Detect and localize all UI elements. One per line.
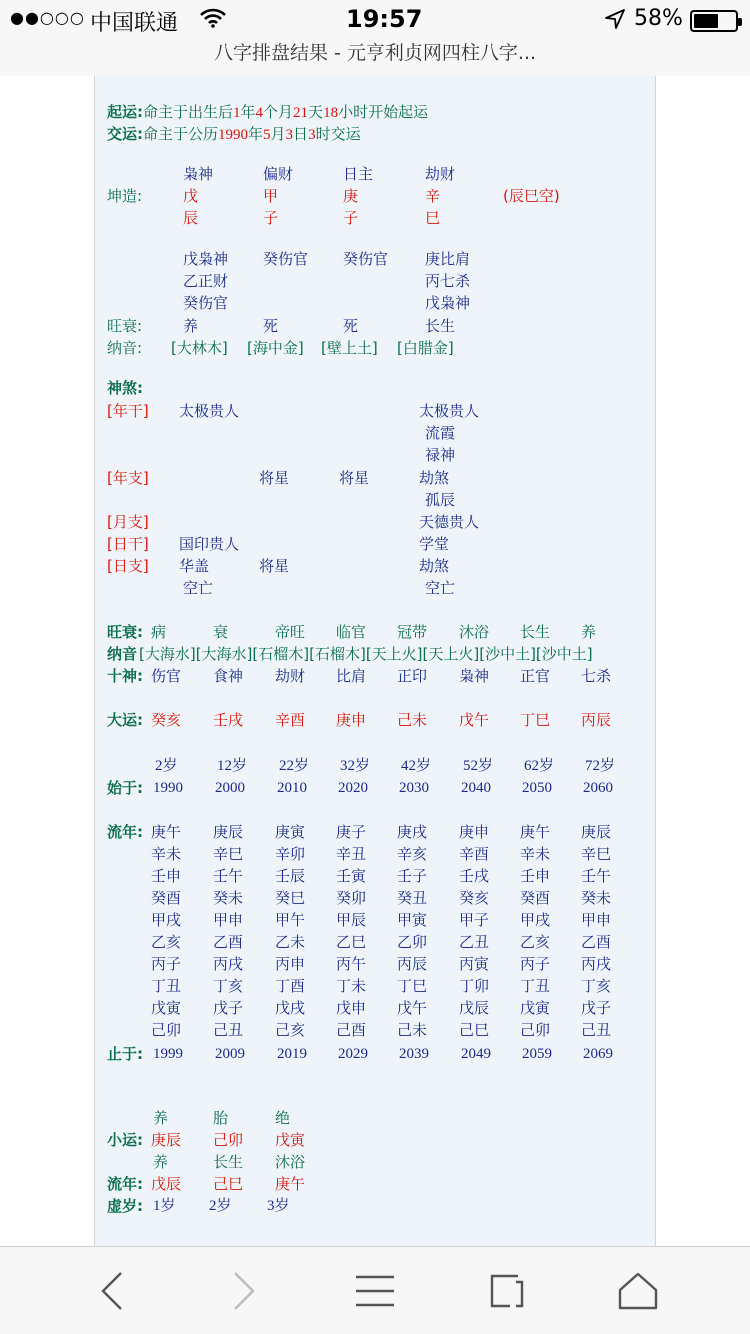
wangshuai-value: 死 — [263, 317, 279, 335]
liunian-value: 丙戌 — [581, 955, 612, 973]
back-button[interactable] — [90, 1269, 134, 1313]
dayun-start-year: 2000 — [215, 780, 245, 796]
pillar-god-year: 枭神 — [183, 165, 214, 183]
hidden-stem: 乙正财 — [183, 272, 229, 290]
location-arrow-icon — [604, 8, 626, 36]
liunian-value: 庚辰 — [581, 823, 612, 841]
dayun-end-year: 2059 — [522, 1046, 552, 1062]
liunian-value: 己酉 — [336, 1021, 367, 1039]
liunian-value: 戊子 — [213, 999, 244, 1017]
nayin-value: [海中金] — [247, 339, 304, 357]
liunian-value: 壬午 — [213, 867, 244, 885]
dayun-age: 22岁 — [279, 758, 310, 774]
wifi-icon — [200, 8, 226, 34]
liunian-value: 戊辰 — [459, 999, 490, 1017]
dayun-value: 庚申 — [336, 711, 367, 729]
liunian-value: 壬子 — [397, 867, 428, 885]
dayun-start-year: 2020 — [338, 780, 368, 796]
wangshuai-value: 养 — [183, 317, 199, 335]
dayun-wangshuai-value: 冠带 — [397, 623, 428, 641]
xiaoyun-value: 庚辰 — [151, 1131, 182, 1149]
liunian-value: 甲辰 — [336, 911, 367, 929]
liunian-value: 丁巳 — [397, 977, 428, 995]
dayun-shishen-value: 食神 — [213, 667, 244, 685]
dayun-end-year: 2049 — [461, 1046, 491, 1062]
liunian-value: 丁亥 — [581, 977, 612, 995]
liunian-value: 庚午 — [151, 823, 182, 841]
pillar-god-month: 偏财 — [263, 165, 294, 183]
shensha-row-label: [年支] — [107, 469, 149, 487]
xusui-value: 3岁 — [267, 1198, 290, 1214]
dayun-end-year: 2019 — [277, 1046, 307, 1062]
liunian-value: 己丑 — [581, 1021, 612, 1039]
dayun-value: 丙辰 — [581, 711, 612, 729]
shensha-item: 将星 — [339, 469, 370, 487]
dayun-end-year: 2039 — [399, 1046, 429, 1062]
home-icon — [617, 1270, 659, 1312]
xiaoyun-top-value: 胎 — [213, 1109, 229, 1127]
dayun-shishen-value: 枭神 — [459, 667, 490, 685]
liunian-value: 戊子 — [581, 999, 612, 1017]
liunian-value: 乙亥 — [520, 933, 551, 951]
pillar-god-hour: 劫财 — [425, 165, 456, 183]
dayun-wangshuai-value: 病 — [151, 623, 167, 641]
dayun-age: 62岁 — [524, 758, 555, 774]
dayun-nayin-value: [大海水][大海水][石榴木][石榴木][天上火][天上火][沙中土][沙中土] — [139, 645, 593, 663]
liunian-value: 癸巳 — [275, 889, 306, 907]
branch-month: 子 — [263, 209, 279, 227]
shensha-item: 空亡 — [183, 579, 214, 597]
signal-strength-icon: ●●○○○ — [10, 8, 85, 27]
dayun-start-label: 始于: — [107, 779, 143, 797]
jiaoyun-line: 交运:命主于公历1990年5月3日3时交运 — [107, 125, 361, 143]
shensha-item: 天德贵人 — [419, 513, 480, 531]
wangshuai-value: 长生 — [425, 317, 456, 335]
browser-toolbar — [0, 1246, 750, 1334]
liunian-value: 戊寅 — [520, 999, 551, 1017]
dayun-wangshuai-value: 沐浴 — [459, 623, 490, 641]
liunian-value: 乙酉 — [581, 933, 612, 951]
dayun-age: 72岁 — [585, 758, 616, 774]
kongwang-note: (辰巳空) — [503, 187, 560, 205]
shensha-row-label: [年干] — [107, 402, 149, 420]
liunian-value: 乙未 — [275, 933, 306, 951]
liunian-value: 壬午 — [581, 867, 612, 885]
liunian-value: 甲子 — [459, 911, 490, 929]
dayun-start-year: 2030 — [399, 780, 429, 796]
liunian-value: 辛卯 — [275, 845, 306, 863]
dayun-nayin-label: 纳音 — [107, 645, 138, 663]
hidden-stem: 癸伤官 — [343, 250, 389, 268]
dayun-shishen-value: 比肩 — [336, 667, 367, 685]
liunian-value: 壬寅 — [336, 867, 367, 885]
stem-month: 甲 — [263, 187, 279, 205]
dayun-shishen-label: 十神: — [107, 667, 143, 685]
liunian-value: 丁未 — [336, 977, 367, 995]
liunian-value: 辛丑 — [336, 845, 367, 863]
shensha-row-label: [月支] — [107, 513, 149, 531]
liunian-value: 壬申 — [151, 867, 182, 885]
dayun-shishen-value: 劫财 — [275, 667, 306, 685]
liunian-value: 癸亥 — [459, 889, 490, 907]
menu-icon — [355, 1273, 395, 1309]
liunian-value: 甲寅 — [397, 911, 428, 929]
dayun-age: 42岁 — [401, 758, 432, 774]
kunzao-label: 坤造: — [107, 187, 143, 205]
liunian-value: 甲申 — [581, 911, 612, 929]
liunian-value: 癸酉 — [520, 889, 551, 907]
shensha-item: 禄神 — [425, 446, 456, 464]
dayun-shishen-value: 正印 — [397, 667, 428, 685]
nayin-value: [壁上土] — [321, 339, 378, 357]
dayun-value: 辛酉 — [275, 711, 306, 729]
liunian-value: 辛未 — [151, 845, 182, 863]
xusui-label: 虚岁: — [107, 1197, 143, 1215]
dayun-end-year: 1999 — [153, 1046, 183, 1062]
hidden-stem: 戊枭神 — [425, 294, 471, 312]
shensha-row-label: [日干] — [107, 535, 149, 553]
stem-year: 戊 — [183, 187, 199, 205]
battery-percent: 58% — [634, 6, 683, 31]
liunian-value: 乙丑 — [459, 933, 490, 951]
liunian-value: 丙申 — [275, 955, 306, 973]
liunian-value: 丙寅 — [459, 955, 490, 973]
hidden-stem: 庚比肩 — [425, 250, 471, 268]
stem-day: 庚 — [343, 187, 359, 205]
tabs-button[interactable] — [485, 1269, 529, 1313]
liunian-value: 辛酉 — [459, 845, 490, 863]
liunian-value: 己卯 — [151, 1021, 182, 1039]
liunian-value: 辛巳 — [213, 845, 244, 863]
liunian-value: 庚辰 — [213, 823, 244, 841]
qiyun-line: 起运:命主于出生后1年4个月21天18小时开始起运 — [107, 103, 429, 121]
nayin-value: [大林木] — [171, 339, 228, 357]
liunian-value: 辛巳 — [581, 845, 612, 863]
xiaoyun-liunian-value: 己巳 — [213, 1175, 244, 1193]
hidden-stem: 癸伤官 — [183, 294, 229, 312]
liunian-value: 庚子 — [336, 823, 367, 841]
chevron-left-icon — [97, 1270, 127, 1312]
liunian-value: 壬辰 — [275, 867, 306, 885]
status-bar — [0, 0, 750, 40]
branch-day: 子 — [343, 209, 359, 227]
page-title: 八字排盘结果 - 元亨利贞网四柱八字... — [213, 42, 537, 64]
hidden-stem: 癸伤官 — [263, 250, 309, 268]
dayun-start-year: 2060 — [583, 780, 613, 796]
forward-button[interactable] — [222, 1269, 266, 1313]
battery-icon — [690, 10, 738, 32]
liunian-value: 丁丑 — [151, 977, 182, 995]
chevron-right-icon — [229, 1270, 259, 1312]
liunian-value: 癸酉 — [151, 889, 182, 907]
dayun-wangshuai-value: 帝旺 — [275, 623, 306, 641]
xiaoyun-top-value: 养 — [153, 1109, 169, 1127]
liunian-value: 丁酉 — [275, 977, 306, 995]
xiaoyun-value: 戊寅 — [275, 1131, 306, 1149]
dayun-age: 2岁 — [155, 758, 178, 774]
xiaoyun-mid-value: 养 — [153, 1153, 169, 1171]
liunian-value: 丙辰 — [397, 955, 428, 973]
shensha-item: 华盖 — [179, 557, 210, 575]
shensha-row-label: [日支] — [107, 557, 149, 575]
tabs-icon — [488, 1272, 526, 1310]
page-title-bar[interactable] — [0, 40, 750, 76]
dayun-start-year: 2010 — [277, 780, 307, 796]
clock: 19:57 — [346, 5, 423, 33]
dayun-shishen-value: 正官 — [520, 667, 551, 685]
liunian-value: 己卯 — [520, 1021, 551, 1039]
liunian-value: 丙子 — [151, 955, 182, 973]
shensha-item: 将星 — [259, 469, 290, 487]
liunian-value: 庚午 — [520, 823, 551, 841]
liunian-value: 壬戌 — [459, 867, 490, 885]
shensha-item: 将星 — [259, 557, 290, 575]
liunian-value: 丁丑 — [520, 977, 551, 995]
liunian-value: 癸丑 — [397, 889, 428, 907]
liunian-value: 庚戌 — [397, 823, 428, 841]
nayin-value: [白腊金] — [397, 339, 454, 357]
liunian-value: 癸未 — [213, 889, 244, 907]
liunian-value: 甲申 — [213, 911, 244, 929]
dayun-start-year: 2050 — [522, 780, 552, 796]
liunian-value: 丙午 — [336, 955, 367, 973]
home-button[interactable] — [616, 1269, 660, 1313]
shensha-label: 神煞: — [107, 379, 143, 397]
dayun-shishen-value: 七杀 — [581, 667, 612, 685]
xiaoyun-liunian-value: 戊辰 — [151, 1175, 182, 1193]
dayun-age: 52岁 — [463, 758, 494, 774]
dayun-value: 丁巳 — [520, 711, 551, 729]
branch-hour: 巳 — [425, 209, 441, 227]
hidden-stem: 戊枭神 — [183, 250, 229, 268]
xiaoyun-mid-value: 长生 — [213, 1153, 244, 1171]
liunian-value: 癸未 — [581, 889, 612, 907]
shensha-item: 劫煞 — [419, 469, 450, 487]
liunian-value: 庚申 — [459, 823, 490, 841]
liunian-value: 庚寅 — [275, 823, 306, 841]
shensha-item: 国印贵人 — [179, 535, 240, 553]
liunian-value: 甲戌 — [151, 911, 182, 929]
liunian-value: 己亥 — [275, 1021, 306, 1039]
xusui-value: 1岁 — [153, 1198, 176, 1214]
liunian-value: 戊寅 — [151, 999, 182, 1017]
dayun-value: 癸亥 — [151, 711, 182, 729]
dayun-age: 32岁 — [340, 758, 371, 774]
liunian-value: 戊戌 — [275, 999, 306, 1017]
dayun-wangshuai-label: 旺衰: — [107, 623, 143, 641]
dayun-wangshuai-value: 养 — [581, 623, 597, 641]
liunian-value: 乙亥 — [151, 933, 182, 951]
xusui-value: 2岁 — [209, 1198, 232, 1214]
liunian-value: 丁亥 — [213, 977, 244, 995]
dayun-wangshuai-value: 临官 — [336, 623, 367, 641]
dayun-end-year: 2009 — [215, 1046, 245, 1062]
dayun-start-year: 1990 — [153, 780, 183, 796]
dayun-end-year: 2069 — [583, 1046, 613, 1062]
liunian-value: 乙巳 — [336, 933, 367, 951]
dayun-wangshuai-value: 长生 — [520, 623, 551, 641]
carrier-name: 中国联通 — [90, 11, 179, 36]
bazi-result-panel — [94, 76, 656, 1246]
liunian-value: 癸卯 — [336, 889, 367, 907]
xiaoyun-label: 小运: — [107, 1131, 143, 1149]
dayun-shishen-value: 伤官 — [151, 667, 182, 685]
liunian-value: 丙戌 — [213, 955, 244, 973]
xiaoyun-liunian-value: 庚午 — [275, 1175, 306, 1193]
dayun-value: 壬戌 — [213, 711, 244, 729]
liunian-label: 流年: — [107, 823, 143, 841]
hidden-stem: 丙七杀 — [425, 272, 471, 290]
shensha-item: 流霞 — [425, 424, 456, 442]
pillar-god-day: 日主 — [343, 165, 374, 183]
shensha-item: 学堂 — [419, 535, 450, 553]
dayun-value: 己未 — [397, 711, 428, 729]
dayun-end-year: 2029 — [338, 1046, 368, 1062]
wangshuai-label: 旺衰: — [107, 317, 143, 335]
nayin-label: 纳音: — [107, 339, 143, 357]
liunian-value: 甲戌 — [520, 911, 551, 929]
shensha-item: 空亡 — [425, 579, 456, 597]
xiaoyun-value: 己卯 — [213, 1131, 244, 1149]
xiaoyun-mid-value: 沐浴 — [275, 1153, 306, 1171]
dayun-value: 戊午 — [459, 711, 490, 729]
shensha-item: 劫煞 — [419, 557, 450, 575]
liunian-value: 乙卯 — [397, 933, 428, 951]
liunian-value: 戊申 — [336, 999, 367, 1017]
liunian-value: 辛未 — [520, 845, 551, 863]
menu-button[interactable] — [353, 1269, 397, 1313]
dayun-age: 12岁 — [217, 758, 248, 774]
wangshuai-value: 死 — [343, 317, 359, 335]
liunian-value: 甲午 — [275, 911, 306, 929]
liunian-value: 丁卯 — [459, 977, 490, 995]
shensha-item: 太极贵人 — [179, 402, 240, 420]
branch-year: 辰 — [183, 209, 199, 227]
dayun-label: 大运: — [107, 711, 143, 729]
liunian-value: 戊午 — [397, 999, 428, 1017]
liunian-value: 乙酉 — [213, 933, 244, 951]
liunian-value: 己巳 — [459, 1021, 490, 1039]
liunian-value: 丙子 — [520, 955, 551, 973]
stem-hour: 辛 — [425, 187, 441, 205]
liunian-value: 己未 — [397, 1021, 428, 1039]
dayun-start-year: 2040 — [461, 780, 491, 796]
xiaoyun-top-value: 绝 — [275, 1109, 291, 1127]
dayun-end-label: 止于: — [107, 1045, 143, 1063]
liunian-value: 壬申 — [520, 867, 551, 885]
dayun-wangshuai-value: 衰 — [213, 623, 229, 641]
liunian-value: 辛亥 — [397, 845, 428, 863]
xiaoyun-liunian-label: 流年: — [107, 1175, 143, 1193]
shensha-item: 孤辰 — [425, 491, 456, 509]
shensha-item: 太极贵人 — [419, 402, 480, 420]
liunian-value: 己丑 — [213, 1021, 244, 1039]
